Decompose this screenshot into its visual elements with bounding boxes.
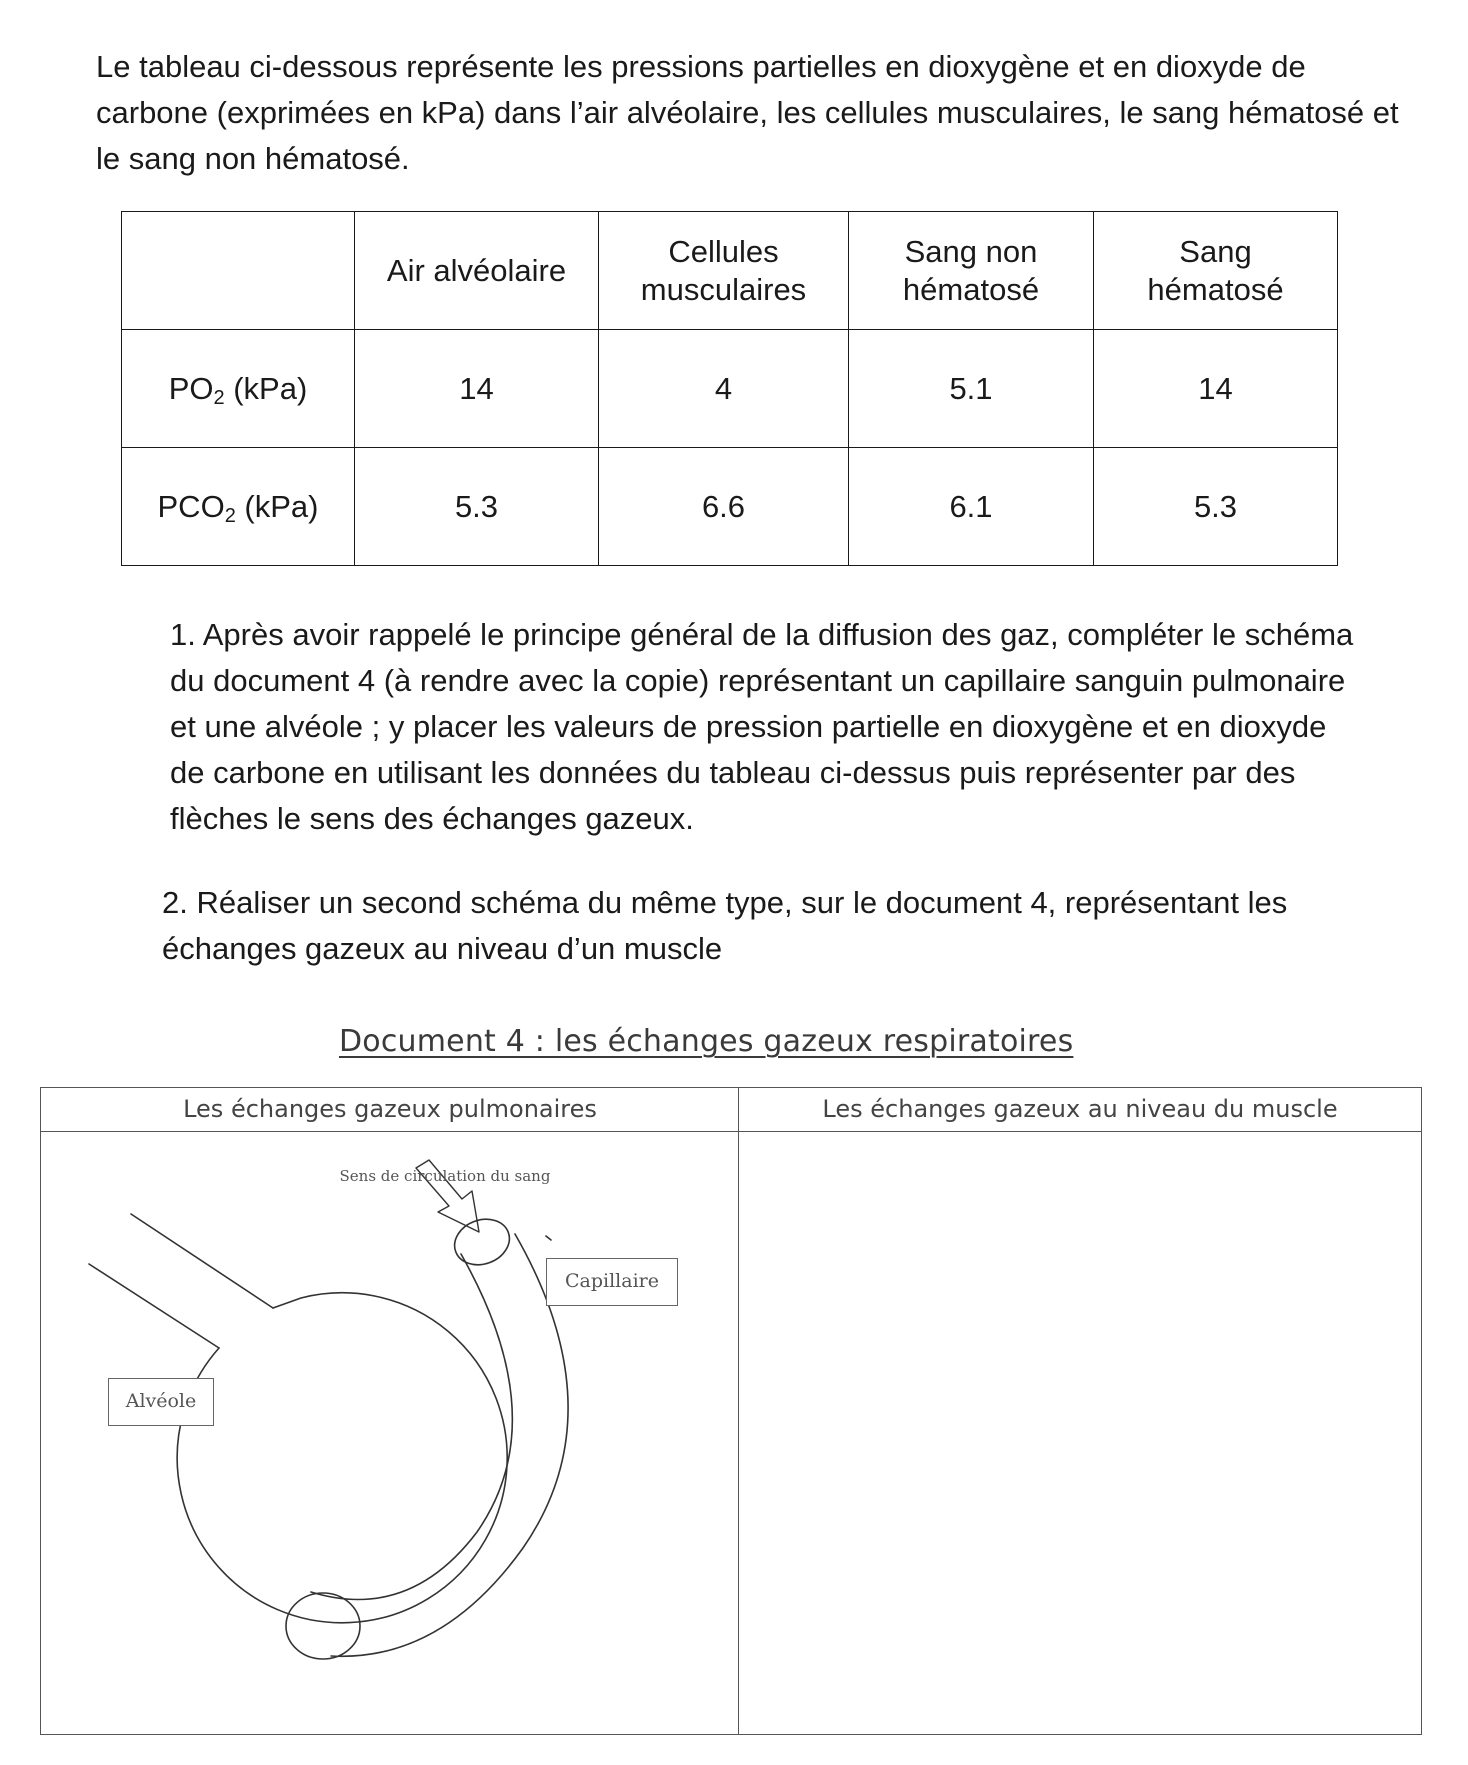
pulmonary-exchange-diagram	[41, 1132, 739, 1734]
table-header-cell	[122, 212, 355, 330]
table-cell: 14	[355, 330, 599, 448]
row-label-subscript: 2	[213, 386, 225, 409]
table-cell: 6.1	[849, 448, 1094, 566]
capillary-outer-wall	[331, 1234, 568, 1656]
alveole-label: Alvéole	[108, 1378, 214, 1426]
table-row	[122, 448, 1338, 566]
capillary-top-opening	[448, 1212, 516, 1272]
table-header-text: Sang non hématosé	[902, 233, 1040, 307]
intro-paragraph: Le tableau ci-dessous représente les pressions partielles en dioxygène et en dioxyde de carbone (exprimées en kPa) dans l’air alvéolaire, les cellules musculaires, le sang hématosé et le sang non hématosé.	[96, 49, 1399, 176]
bronchiole-wall-lower	[89, 1264, 219, 1348]
capillary-bottom-opening	[286, 1593, 360, 1659]
table-cell: 5.3	[355, 448, 599, 566]
table-header-cell: Air alvéolaire	[355, 212, 599, 330]
pressure-table	[121, 211, 1338, 566]
table-header-text: Sang hématosé	[1147, 233, 1284, 307]
capillaire-leader-line	[546, 1236, 551, 1240]
row-label-main: PO	[168, 370, 214, 406]
table-cell: 14	[1094, 330, 1338, 448]
question-1: 1. Après avoir rappelé le principe général de la diffusion des gaz, compléter le schéma du document 4 (à rendre avec la copie) représentant un capillaire sanguin pulmonaire et une alvéole ; y placer les valeurs de pression partielle en dioxygène et en dioxyde de carbone en utilisant les données du tableau ci-dessus puis représenter par des flèches le sens des échanges gazeux.	[170, 617, 1354, 836]
capillaire-label: Capillaire	[546, 1258, 678, 1306]
bronchiole-wall-upper	[131, 1214, 273, 1308]
row-label-unit: (kPa)	[224, 370, 308, 406]
table-header-cell	[849, 212, 1094, 330]
left-panel-header: Les échanges gazeux pulmonaires	[41, 1088, 739, 1132]
question-2: 2. Réaliser un second schéma du même type, sur le document 4, représentant les échanges gazeux au niveau d’un muscle	[162, 885, 1288, 966]
table-cell: 6.6	[599, 448, 849, 566]
table-cell: 5.3	[1094, 448, 1338, 566]
row-header-po2	[122, 330, 355, 448]
document-4-frame	[40, 1087, 1422, 1735]
table-header-cell	[599, 212, 849, 330]
document-4-title: Document 4 : les échanges gazeux respiratoires	[339, 1024, 1074, 1059]
right-panel-header: Les échanges gazeux au niveau du muscle	[739, 1088, 1421, 1132]
row-header-pco2	[122, 448, 355, 566]
row-label-main: PCO	[157, 488, 225, 524]
blood-flow-direction-label: Sens de circulation du sang	[339, 1167, 551, 1185]
table-cell: 4	[599, 330, 849, 448]
table-header-text: Cellules musculaires	[640, 233, 807, 307]
capillary-inner-wall	[311, 1254, 512, 1600]
row-label-subscript: 2	[224, 504, 236, 527]
table-header-cell	[1094, 212, 1338, 330]
table-header-row	[122, 212, 1338, 330]
table-row	[122, 330, 1338, 448]
alveolus-outline	[177, 1293, 507, 1623]
table-cell: 5.1	[849, 330, 1094, 448]
row-label-unit: (kPa)	[235, 488, 319, 524]
